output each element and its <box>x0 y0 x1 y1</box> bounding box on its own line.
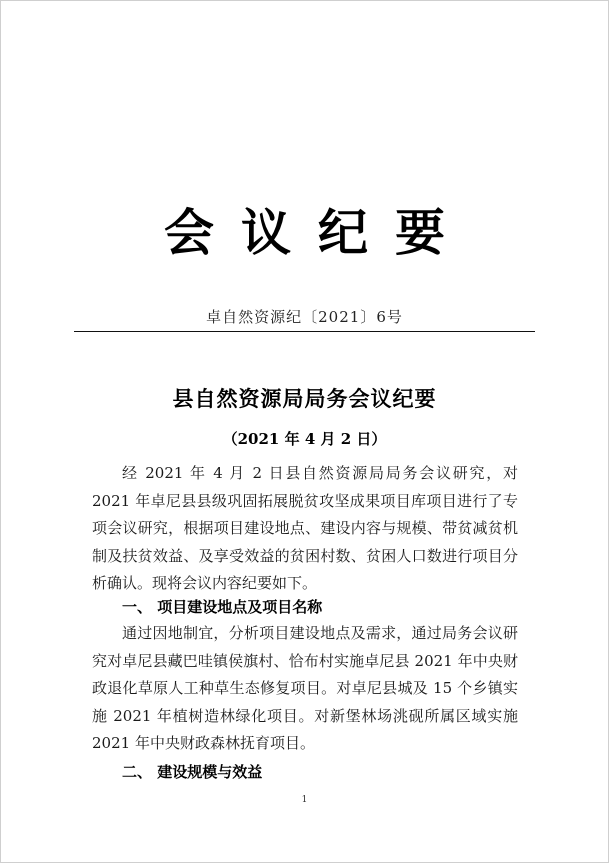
intro-paragraph: 经 2021 年 4 月 2 日县自然资源局局务会议研究，对 2021 年卓尼县县级巩固拓展脱贫攻坚成果项目库项目进行了专项会议研究，根据项目建设地点、建设内容与规模、带贫减贫机制及扶贫效益、及享受效益的贫困村数、贫困人口数进行项目分析确认。现将会议内容纪要如下。 <box>92 464 518 593</box>
section-1-paragraph: 通过因地制宜，分析项目建设地点及需求，通过局务会议研究对卓尼县藏巴哇镇侯旗村、恰布村实施卓尼县 2021 年中央财政退化草原人工种草生态修复项目。对卓尼县城及 15 个乡镇实施 2021 年植树造林绿化项目。对新堡林场洮砚所属区域实施 2021 年中央财政森林抚育项目。 <box>92 624 518 753</box>
page-number: 1 <box>301 795 308 805</box>
meeting-date: （2021 年 4 月 2 日） <box>222 430 387 448</box>
section-2-heading: 二、 建设规模与效益 <box>122 763 263 781</box>
header-divider <box>74 331 535 332</box>
document-title: 会议纪要 <box>164 204 472 262</box>
section-1-heading: 一、 项目建设地点及项目名称 <box>122 598 323 616</box>
document-subtitle: 县自然资源局局务会议纪要 <box>172 386 437 411</box>
document-number: 卓自然资源纪〔2021〕6号 <box>206 308 403 326</box>
